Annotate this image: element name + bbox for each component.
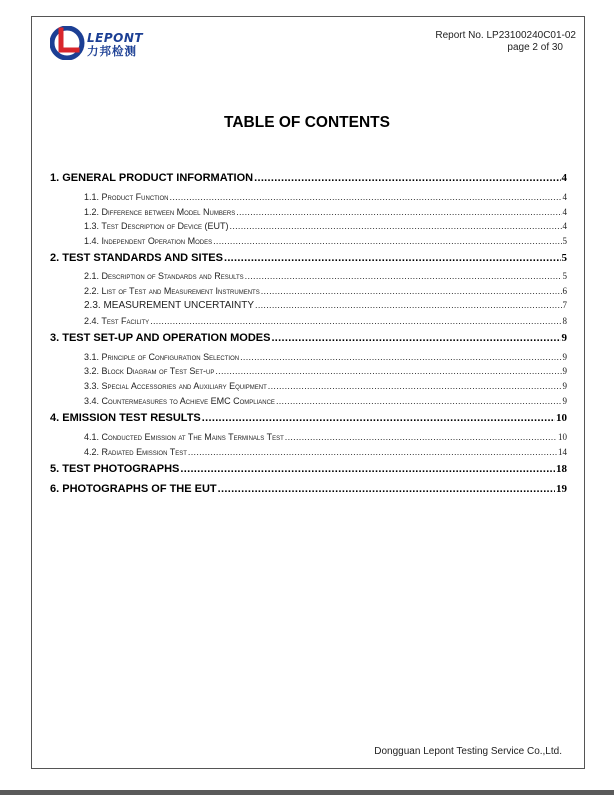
toc-entry-page: 9	[562, 381, 567, 391]
toc-entry-page: 4	[562, 192, 567, 202]
toc-leader	[268, 381, 562, 391]
toc-leader	[285, 432, 557, 442]
toc-entry-text: 2.3. MEASUREMENT UNCERTAINTY	[84, 300, 255, 311]
toc-leader	[271, 332, 560, 344]
toc-entry-4-1[interactable]	[84, 432, 567, 442]
toc-leader	[240, 352, 561, 362]
toc-entry-text: 1.2. Difference between Model Numbers	[84, 207, 236, 217]
toc-entry-text: 5. TEST PHOTOGRAPHS	[50, 463, 180, 475]
toc-entry-text: 3. TEST SET-UP AND OPERATION MODES	[50, 332, 271, 344]
toc-entry-page: 4	[561, 172, 567, 184]
toc-entry-page: 9	[562, 396, 567, 406]
toc-entry-page: 7	[562, 300, 567, 310]
toc-entry-text: 1.4. Independent Operation Modes	[84, 236, 213, 246]
toc-entry-3[interactable]	[50, 332, 567, 344]
toc-entry-text: 1.1. Product Function	[84, 192, 169, 202]
toc-entry-2-3[interactable]	[84, 300, 567, 311]
toc-entry-text: 1. GENERAL PRODUCT INFORMATION	[50, 172, 254, 184]
toc-entry-page: 18	[556, 463, 567, 475]
toc-entry-text: 4. EMISSION TEST RESULTS	[50, 412, 201, 424]
toc-entry-5[interactable]	[50, 463, 567, 475]
toc-entry-page: 4	[562, 207, 567, 217]
toc-entry-3-2[interactable]	[84, 366, 567, 376]
toc-leader	[150, 316, 561, 326]
logo-text-cn: 力邦检测	[87, 44, 137, 58]
toc-entry-page: 6	[562, 286, 567, 296]
toc-entry-text: 2. TEST STANDARDS AND SITES	[50, 252, 223, 264]
toc-leader	[202, 412, 555, 424]
toc-entry-2[interactable]	[50, 252, 567, 264]
toc-entry-1-1[interactable]	[84, 192, 567, 202]
toc-title: TABLE OF CONTENTS	[224, 114, 390, 131]
toc-entry-text: 4.2. Radiated Emission Test	[84, 447, 187, 457]
toc-entry-1-2[interactable]	[84, 207, 567, 217]
toc-entry-page: 9	[561, 332, 567, 344]
report-number: Report No. LP23100240C01-02	[435, 30, 576, 41]
toc-entry-6[interactable]	[50, 483, 567, 495]
toc-leader	[218, 483, 555, 495]
toc-leader	[170, 192, 562, 202]
toc-leader	[215, 366, 561, 376]
toc-entry-text: 3.4. Countermeasures to Achieve EMC Compliance	[84, 396, 275, 406]
toc-leader	[245, 271, 562, 281]
toc-leader	[261, 286, 562, 296]
toc-entry-text: 3.2. Block Diagram of Test Set-up	[84, 366, 215, 376]
toc-leader	[236, 207, 561, 217]
toc-entry-text: 1.3. Test Description of Device (EUT)	[84, 221, 229, 231]
toc-entry-page: 8	[562, 316, 567, 326]
page-bottom-edge	[0, 790, 614, 795]
toc-entry-2-1[interactable]	[84, 271, 567, 281]
toc-entry-3-4[interactable]	[84, 396, 567, 406]
toc-leader	[230, 221, 562, 231]
page-number: page 2 of 30	[507, 42, 563, 53]
lepont-logo-icon	[50, 26, 86, 60]
toc-entry-text: 2.4. Test Facility	[84, 316, 150, 326]
toc-entry-page: 5	[561, 252, 567, 264]
toc-leader	[213, 236, 561, 246]
toc-entry-3-1[interactable]	[84, 352, 567, 362]
toc-leader	[276, 396, 562, 406]
toc-entry-text: 3.1. Principle of Configuration Selection	[84, 352, 240, 362]
toc-entry-4-2[interactable]	[84, 447, 567, 457]
toc-entry-2-4[interactable]	[84, 316, 567, 326]
footer-company: Dongguan Lepont Testing Service Co.,Ltd.	[374, 746, 562, 757]
toc-entry-text: 6. PHOTOGRAPHS OF THE EUT	[50, 483, 217, 495]
toc-entry-page: 19	[556, 483, 567, 495]
toc-entry-page: 10	[556, 412, 567, 424]
toc-entry-text: 2.1. Description of Standards and Results	[84, 271, 244, 281]
toc-entry-3-3[interactable]	[84, 381, 567, 391]
toc-entry-1-3[interactable]	[84, 221, 567, 231]
toc-entry-page: 5	[562, 236, 567, 246]
toc-leader	[188, 447, 557, 457]
toc-entry-page: 9	[562, 352, 567, 362]
company-logo	[50, 26, 175, 62]
toc-entry-text: 2.2. List of Test and Measurement Instruments	[84, 286, 260, 296]
toc-entry-1[interactable]	[50, 172, 567, 184]
toc-entry-page: 5	[562, 271, 567, 281]
toc-entry-1-4[interactable]	[84, 236, 567, 246]
toc-entry-4[interactable]	[50, 412, 567, 424]
toc-entry-page: 9	[562, 366, 567, 376]
toc-leader	[254, 172, 560, 184]
toc-leader	[224, 252, 561, 264]
toc-leader	[180, 463, 555, 475]
toc-entry-text: 4.1. Conducted Emission at The Mains Terminals Test	[84, 432, 284, 442]
logo-text-en: LEPONT	[87, 31, 144, 45]
toc-leader	[255, 300, 561, 310]
toc-entry-page: 14	[558, 447, 567, 457]
toc-entry-page: 4	[562, 221, 567, 231]
toc-entry-page: 10	[558, 432, 567, 442]
toc-entry-2-2[interactable]	[84, 286, 567, 296]
toc-entry-text: 3.3. Special Accessories and Auxiliary Equipment	[84, 381, 267, 391]
